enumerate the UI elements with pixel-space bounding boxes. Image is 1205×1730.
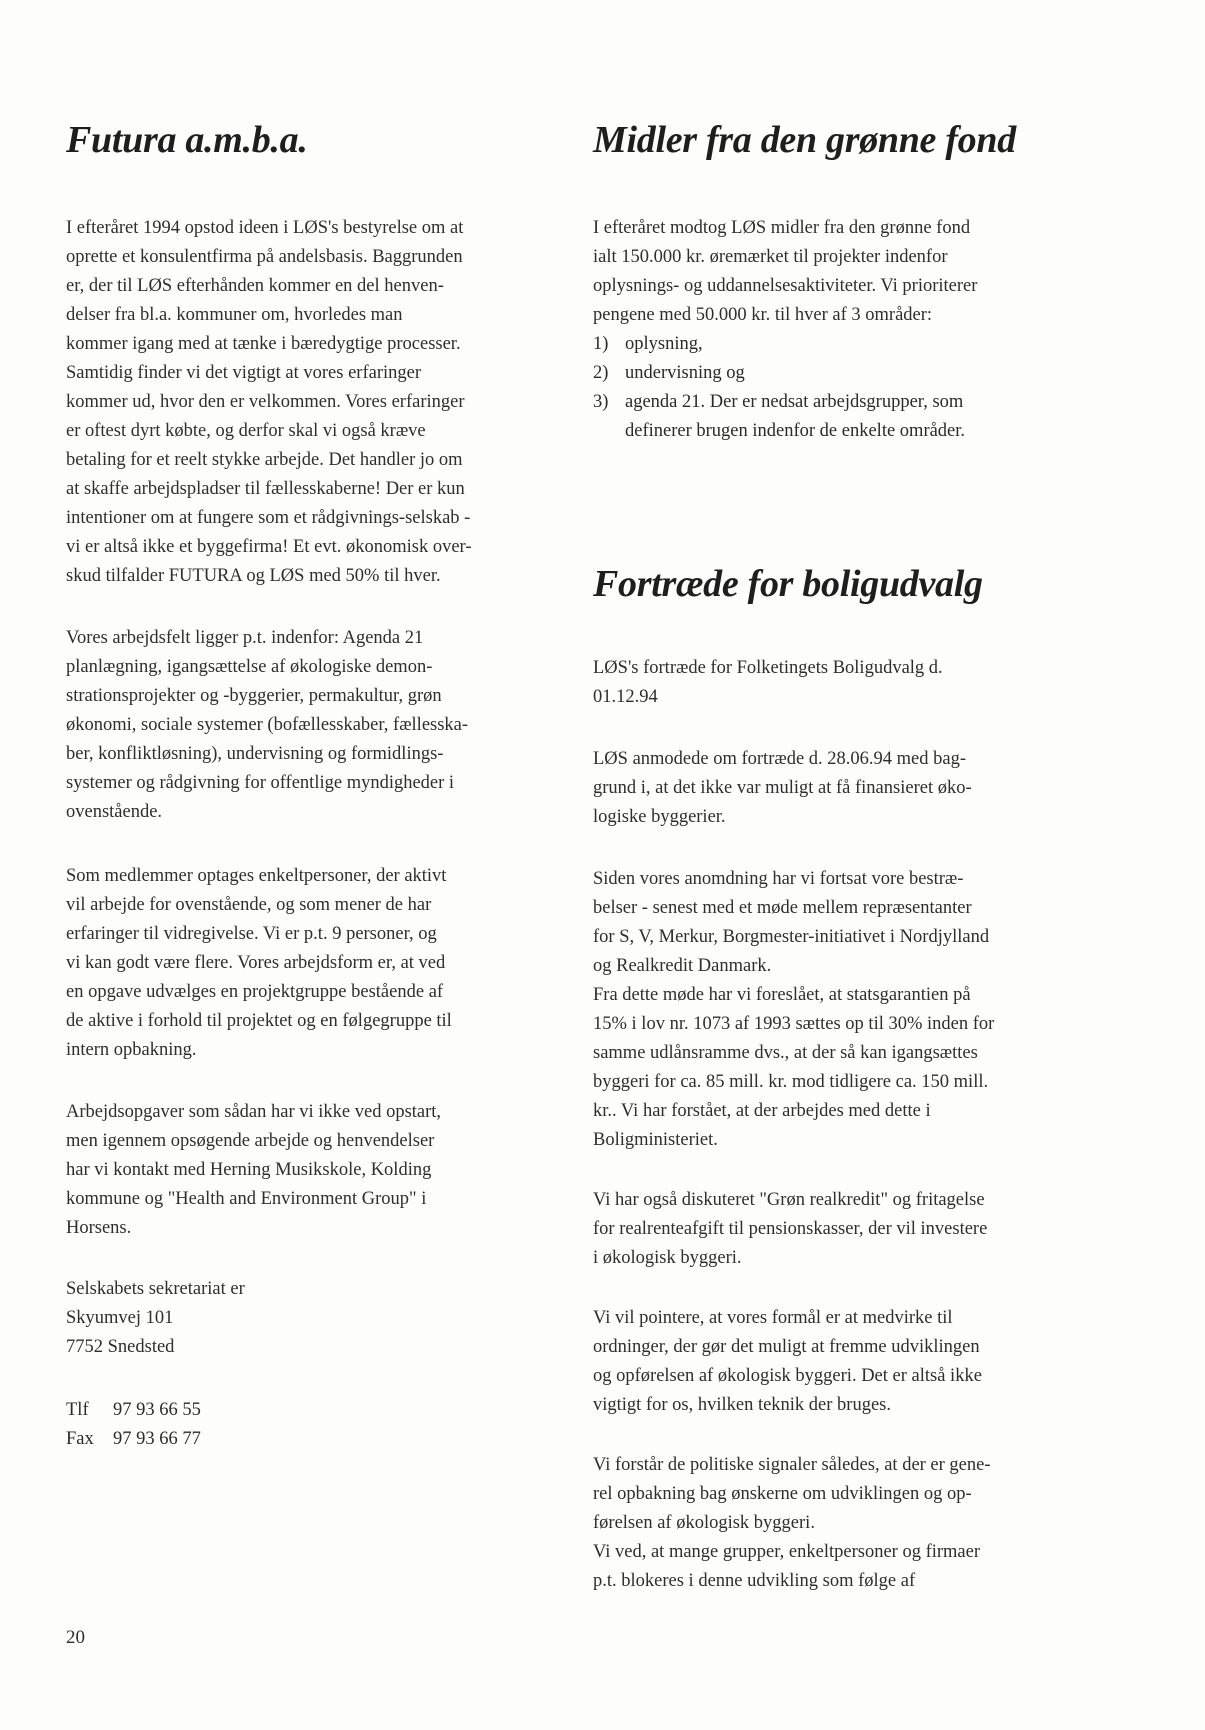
text-line: har vi kontakt med Herning Musikskole, Kolding (66, 1160, 432, 1180)
phone-number: 97 93 66 55 (113, 1400, 201, 1420)
text-line: Som medlemmer optages enkeltpersoner, der aktivt (66, 866, 447, 886)
text-line: er oftest dyrt købte, og derfor skal vi også kræve (66, 421, 426, 441)
list-text: oplysning, (625, 334, 703, 354)
text-line: rel opbakning bag ønskerne om udviklingen og op- (593, 1484, 972, 1504)
text-line: Boligministeriet. (593, 1130, 718, 1150)
text-line: er, der til LØS efterhånden kommer en del henven- (66, 276, 444, 296)
text-line: at skaffe arbejdspladser til fællesskaberne! Der er kun (66, 479, 465, 499)
housing-committee-title: Fortræde for boligudvalg (593, 563, 983, 605)
text-line: Samtidig finder vi det vigtigt at vores erfaringer (66, 363, 421, 383)
text-line: intentioner om at fungere som et rådgivnings-selskab - (66, 508, 471, 528)
text-line: grund i, at det ikke var muligt at få finansieret øko- (593, 778, 972, 798)
text-line: Vi vil pointere, at vores formål er at medvirke til (593, 1308, 953, 1328)
text-line: førelsen af økologisk byggeri. (593, 1513, 815, 1533)
text-line: samme udlånsramme dvs., at der så kan igangsættes (593, 1043, 978, 1063)
address-line: Skyumvej 101 (66, 1308, 174, 1328)
text-line: byggeri for ca. 85 mill. kr. mod tidligere ca. 150 mill. (593, 1072, 989, 1092)
text-line: I efteråret 1994 opstod ideen i LØS's bestyrelse om at (66, 218, 464, 238)
text-line: planlægning, igangsættelse af økologiske demon- (66, 657, 433, 677)
list-number: 1) (593, 334, 609, 354)
text-line: kommer igang med at tænke i bæredygtige processer. (66, 334, 461, 354)
list-number: 2) (593, 363, 609, 383)
text-line: kr.. Vi har forstået, at der arbejdes med dette i (593, 1101, 931, 1121)
green-fund-title: Midler fra den grønne fond (593, 119, 1016, 161)
list-text: definerer brugen indenfor de enkelte områder. (625, 421, 966, 441)
text-line: Arbejdsopgaver som sådan har vi ikke ved opstart, (66, 1102, 442, 1122)
text-line: Vores arbejdsfelt ligger p.t. indenfor: Agenda 21 (66, 628, 424, 648)
text-line: I efteråret modtog LØS midler fra den grønne fond (593, 218, 971, 238)
text-line: vil arbejde for ovenstående, og som mener de har (66, 895, 432, 915)
text-line: skud tilfalder FUTURA og LØS med 50% til hver. (66, 566, 441, 586)
fax-number: 97 93 66 77 (113, 1429, 201, 1449)
text-line: 15% i lov nr. 1073 af 1993 sættes op til 30% inden for (593, 1014, 995, 1034)
text-line: Horsens. (66, 1218, 132, 1238)
text-line: 01.12.94 (593, 687, 658, 707)
text-line: men igennem opsøgende arbejde og henvendelser (66, 1131, 435, 1151)
text-line: intern opbakning. (66, 1040, 197, 1060)
text-line: erfaringer til vidregivelse. Vi er p.t. 9 personer, og (66, 924, 437, 944)
list-text: agenda 21. Der er nedsat arbejdsgrupper, som (625, 392, 964, 412)
text-line: og opførelsen af økologisk byggeri. Det er altså ikke (593, 1366, 982, 1386)
text-line: Vi har også diskuteret "Grøn realkredit" og fritagelse (593, 1190, 985, 1210)
text-line: betaling for et reelt stykke arbejde. Det handler jo om (66, 450, 463, 470)
list-number: 3) (593, 392, 609, 412)
text-line: ialt 150.000 kr. øremærket til projekter indenfor (593, 247, 948, 267)
address-line: 7752 Snedsted (66, 1337, 175, 1357)
address-line: Selskabets sekretariat er (66, 1279, 245, 1299)
text-line: kommune og "Health and Environment Group" i (66, 1189, 427, 1209)
text-line: LØS anmodede om fortræde d. 28.06.94 med bag- (593, 749, 967, 769)
text-line: de aktive i forhold til projektet og en følgegruppe til (66, 1011, 452, 1031)
text-line: oprette et konsulentfirma på andelsbasis. Baggrunden (66, 247, 463, 267)
text-line: for realrenteafgift til pensionskasser, der vil investere (593, 1219, 988, 1239)
text-line: vigtigt for os, hvilken teknik der bruges. (593, 1395, 892, 1415)
text-line: Vi forstår de politiske signaler således, at der er gene- (593, 1455, 991, 1475)
page-number: 20 (66, 1627, 85, 1648)
text-line: LØS's fortræde for Folketingets Boligudvalg d. (593, 658, 943, 678)
text-line: logiske byggerier. (593, 807, 726, 827)
text-line: i økologisk byggeri. (593, 1248, 742, 1268)
text-line: økonomi, sociale systemer (bofællesskaber, fællesska- (66, 715, 469, 735)
text-line: ber, konfliktløsning), undervisning og formidlings- (66, 744, 444, 764)
futura-title: Futura a.m.b.a. (66, 119, 308, 161)
text-line: ovenstående. (66, 802, 163, 822)
text-line: og Realkredit Danmark. (593, 956, 772, 976)
text-line: systemer og rådgivning for offentlige myndigheder i (66, 773, 455, 793)
text-line: vi er altså ikke et byggefirma! Et evt. økonomisk over- (66, 537, 472, 557)
text-line: Siden vores anomdning har vi fortsat vore bestræ- (593, 869, 964, 889)
text-line: kommer ud, hvor den er velkommen. Vores erfaringer (66, 392, 465, 412)
text-line: Vi ved, at mange grupper, enkeltpersoner og firmaer (593, 1542, 981, 1562)
text-line: strationsprojekter og -byggerier, permakultur, grøn (66, 686, 442, 706)
text-line: en opgave udvælges en projektgruppe bestående af (66, 982, 444, 1002)
text-line: pengene med 50.000 kr. til hver af 3 områder: (593, 305, 933, 325)
text-line: delser fra bl.a. kommuner om, hvorledes man (66, 305, 403, 325)
text-line: oplysnings- og uddannelsesaktiviteter. Vi prioriterer (593, 276, 978, 296)
list-text: undervisning og (625, 363, 745, 383)
text-line: belser - senest med et møde mellem repræsentanter (593, 898, 972, 918)
phone-label: Tlf (66, 1400, 89, 1420)
text-line: p.t. blokeres i denne udvikling som følge af (593, 1571, 916, 1591)
text-line: for S, V, Merkur, Borgmester-initiativet i Nordjylland (593, 927, 990, 947)
text-line: vi kan godt være flere. Vores arbejdsform er, at ved (66, 953, 446, 973)
fax-label: Fax (66, 1429, 94, 1449)
text-line: Fra dette møde har vi foreslået, at statsgarantien på (593, 985, 971, 1005)
text-line: ordninger, der gør det muligt at fremme udviklingen (593, 1337, 980, 1357)
